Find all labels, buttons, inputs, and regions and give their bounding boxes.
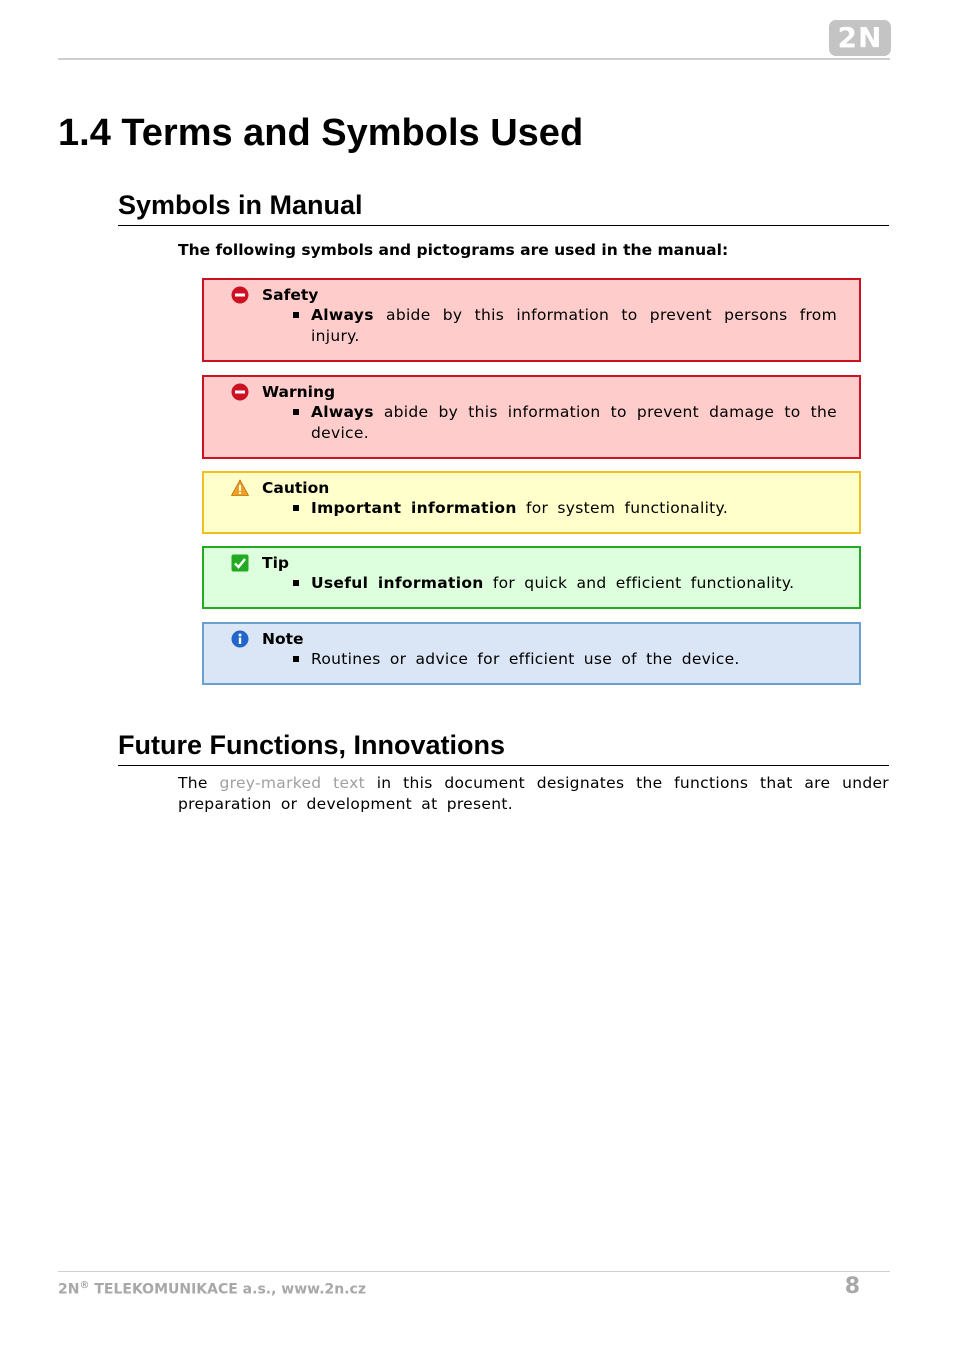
tip-box <box>202 546 861 609</box>
box-title: Note <box>262 630 304 648</box>
page-title: 1.4 Terms and Symbols Used <box>58 112 584 154</box>
checkmark-icon <box>231 554 249 572</box>
warning-triangle-icon <box>231 479 249 497</box>
box-title: Tip <box>262 554 289 572</box>
stop-icon <box>231 286 249 304</box>
caution-box <box>202 471 861 534</box>
box-text: Important information for system functionality. <box>311 499 729 517</box>
section-heading-symbols: Symbols in Manual <box>118 190 889 226</box>
box-text: Routines or advice for efficient use of the device. <box>311 650 740 668</box>
bullet-marker <box>293 656 299 662</box>
bullet-marker <box>293 409 299 415</box>
safety-box <box>202 278 861 362</box>
symbols-intro: The following symbols and pictograms are used in the manual: <box>178 241 729 259</box>
logo-text: 2N <box>837 21 883 54</box>
warning-box <box>202 375 861 459</box>
page-number: 8 <box>844 1274 860 1299</box>
stop-icon <box>231 383 249 401</box>
box-title: Safety <box>262 286 319 304</box>
bullet-marker <box>293 580 299 586</box>
box-text: Useful information for quick and efficient functionality. <box>311 574 795 592</box>
box-text: Always abide by this information to prevent persons from injury. <box>311 306 837 345</box>
box-text: Always abide by this information to prevent damage to the device. <box>311 403 837 442</box>
box-title: Caution <box>262 479 330 497</box>
bullet-marker <box>293 505 299 511</box>
bullet-marker <box>293 312 299 318</box>
section-heading-future: Future Functions, Innovations <box>118 730 889 766</box>
footer-divider <box>58 1271 890 1272</box>
future-paragraph: The grey-marked text in this document designates the functions that are under preparation or development at present. <box>178 774 889 813</box>
note-box <box>202 622 861 685</box>
box-title: Warning <box>262 383 336 401</box>
grey-marked-sample: grey-marked text <box>219 774 365 792</box>
brand-logo <box>829 20 891 56</box>
header-divider <box>58 58 890 60</box>
footer-company: 2N® TELEKOMUNIKACE a.s., www.2n.cz <box>58 1280 366 1298</box>
info-icon <box>231 630 249 648</box>
